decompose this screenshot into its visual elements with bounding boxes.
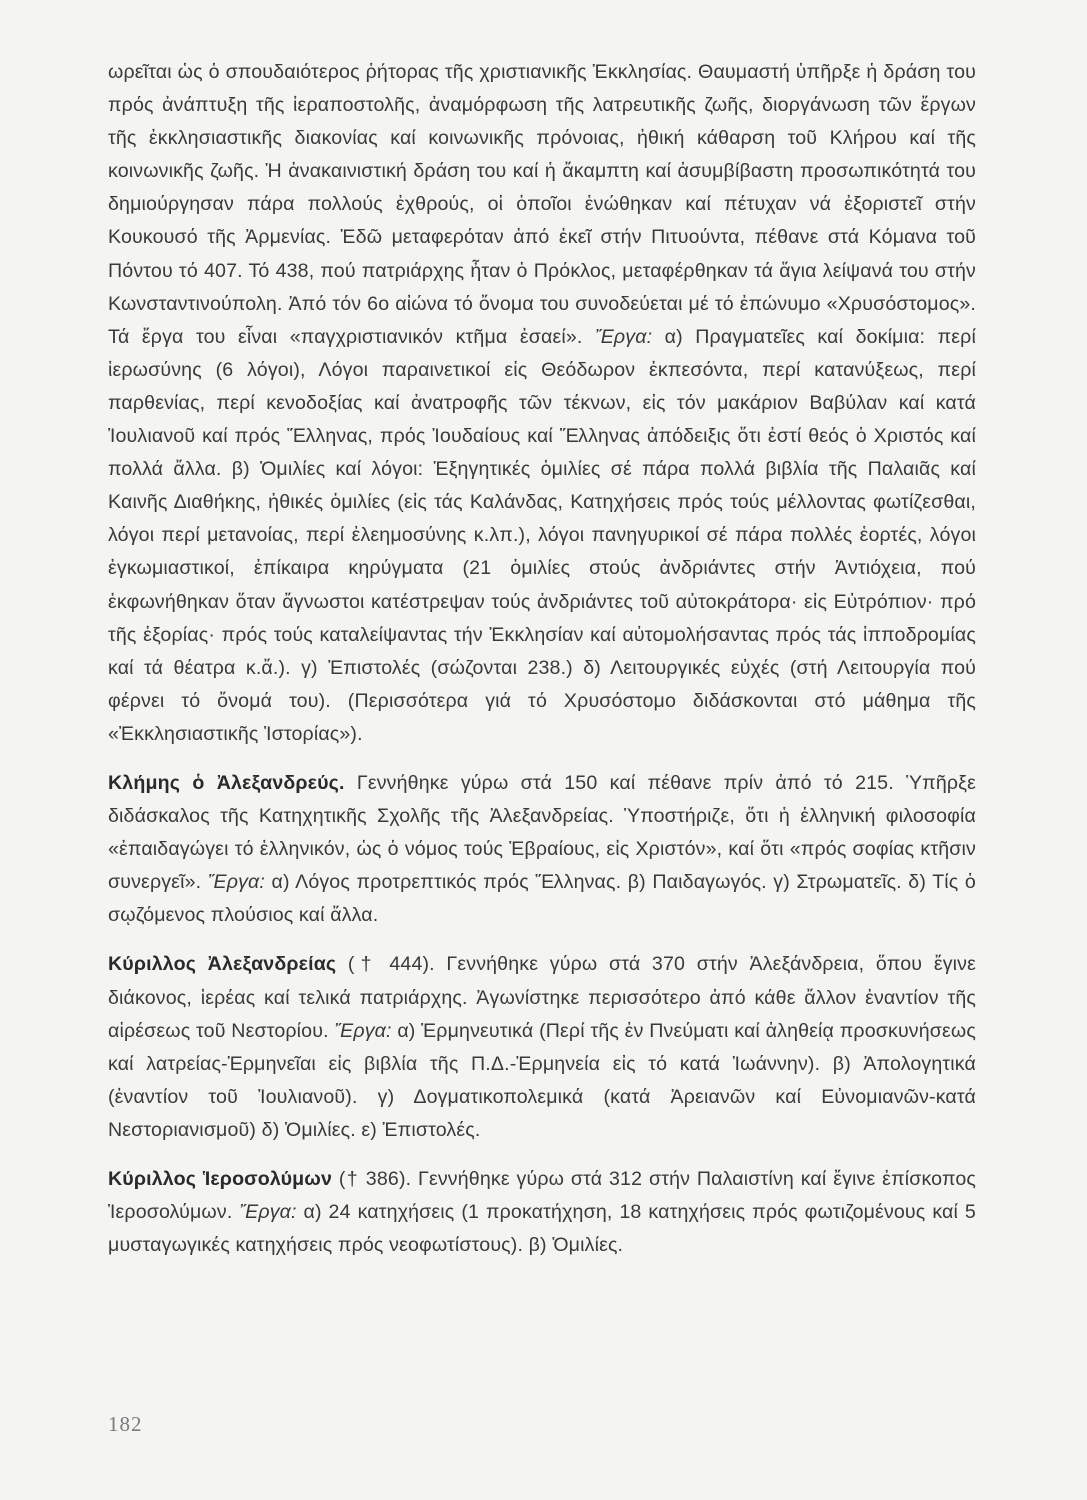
entry-heading: Κύριλλος Ἱεροσολύμων [108, 1168, 333, 1190]
entry-works-text: α) 24 κατηχήσεις (1 προκατήχηση, 18 κατηχήσεις πρός φωτιζομένους καί 5 μυσταγωγικές κατηχήσεις πρός νεοφωτίστους). β) Ὁμιλίες. [108, 1201, 976, 1257]
entry-text: († 386). Γεννήθηκε γύρω στά 312 στήν Παλαιστίνη καί ἔγινε ἐπίσκοπος Ἱεροσολύμων. [108, 1168, 976, 1224]
page-number: 182 [108, 1412, 143, 1436]
works-label: Ἔργα: [207, 871, 265, 894]
entry-heading: Κλήμης ὁ Ἀλεξανδρεύς. [108, 771, 345, 794]
entry-clement [108, 767, 976, 932]
entry-works-text: α) Πραγματεῖες καί δοκίμια: περί ἱερωσύνης (6 λόγοι), Λόγοι παραινετικοί εἰς Θεόδωρον ἐκπεσόντα, περί κατανύξεως, περί παρθενίας, περί κενοδοξίας καί ἀνατροφῆς τῶν τέκνων, εἰς τόν μακάριον Βαβύλαν καί κατά Ἰουλιανοῦ καί πρός Ἕλληνας, πρός Ἰουδαίους καί Ἕλληνας ἀπόδειξις ὅτι ἐστί θεός ὁ Χριστός καί πολλά ἄλλα. β) Ὁμιλίες καί λόγοι: Ἐξηγητικές ὁμιλίες σέ πάρα πολλά βιβλία τῆς Παλαιᾶς καί Καινῆς Διαθήκης, ἠθικές ὁμιλίες (εἰς τάς Καλάνδας, Κατηχήσεις πρός τούς μέλλοντας φωτίζεσθαι, λόγοι περί μετανοίας, περί ἐλεημοσύνης κ.λπ.), λόγοι πανηγυρικοί σέ πάρα πολλές ἑορτές, λόγοι ἐγκωμιαστικοί, ἐπίκαιρα κηρύγματα (21 ὁμιλίες στούς ἀνδριάντες στήν Ἀντιόχεια, πού ἐκφωνήθηκαν ὅταν ἄγνωστοι κατέστρεψαν τούς ἀνδριάντες τοῦ αὐτοκράτορα· εἰς Εὐτρόπιον· πρό τῆς ἐξορίας· πρός τούς καταλείψαντας τήν Ἐκκλησίαν καί αὐτομολήσαντας πρός τάς ἱπποδρομίας καί τά θέατρα κ.ἄ.). γ) Ἐπιστολές (σώζονται 238.) δ) Λειτουργικές εὐχές (στή Λειτουργία πού φέρνει τό ὄνομά του). (Περισσότερα γιά τό Χρυσόστομο διδάσκονται στό μάθημα τῆς «Ἐκκλησιαστικῆς Ἱστορίας»). [108, 325, 976, 745]
works-label: Ἔργα: [239, 1201, 297, 1224]
entry-works-text: α) Ἑρμηνευτικά (Περί τῆς ἐν Πνεύματι καί ἀληθείᾳ προσκυνήσεως καί λατρείας-Ἑρμηνεῖαι εἰς βιβλία τῆς Π.Δ.-Ἑρμηνεία εἰς τό κατά Ἰωάννην). β) Ἀπολογητικά (ἐναντίον τοῦ Ἰουλιανοῦ). γ) Δογματικοπολεμικά (κατά Ἀρειανῶν καί Εὐνομιανῶν-κατά Νεστοριανισμοῦ) δ) Ὁμιλίες. ε) Ἐπιστολές. [108, 1019, 976, 1141]
entry-cyril-jerusalem [108, 1163, 976, 1262]
page-text [108, 56, 976, 1262]
entry-heading: Κύριλλος Ἀλεξανδρείας [108, 953, 337, 976]
entry-chrysostom-continued [108, 56, 976, 751]
entry-text: († 444). Γεννήθηκε γύρω στά 370 στήν Ἀλεξάνδρεια, ὅπου ἔγινε διάκονος, ἱερέας καί τελικά πατριάρχης. Ἀγωνίστηκε περισσότερο ἀπό κάθε ἄλλον ἐναντίον τῆς αἱρέσεως τοῦ Νεστορίου. [108, 953, 976, 1042]
entry-text: ωρεῖται ὡς ὁ σπουδαιότερος ῥήτορας τῆς χριστιανικῆς Ἐκκλησίας. Θαυμαστή ὑπῆρξε ἡ δράση του πρός ἀνάπτυξη τῆς ἱεραποστολῆς, ἀναμόρφωση τῆς λατρευτικῆς ζωῆς, διοργάνωση τῶν ἔργων τῆς ἐκκλησιαστικῆς διακονίας καί κοινωνικῆς πρόνοιας, ἠθική κάθαρση τοῦ Κλήρου καί τῆς κοινωνικῆς ζωῆς. Ἡ ἀνακαινιστική δράση του καί ἡ ἄκαμπτη καί ἀσυμβίβαστη προσωπικότητά του δημιούργησαν πάρα πολλούς ἐχθρούς, οἱ ὁποῖοι ἑνώθηκαν καί πέτυχαν νά ἐξοριστεῖ στήν Κουκουσό τῆς Ἀρμενίας. Ἐδῶ μεταφερόταν ἀπό ἐκεῖ στήν Πιτυούντα, πέθανε στά Κόμανα τοῦ Πόντου τό 407. Τό 438, πού πατριάρχης ἦταν ὁ Πρόκλος, μεταφέρθηκαν τά ἅγια λείψανά του στήν Κωνσταντινούπολη. Ἀπό τόν 6ο αἰώνα τό ὄνομα του συνοδεύεται μέ τό ἐπώνυμο «Χρυσόστομος». Τά ἔργα του εἶναι «παγχριστιανικόν κτῆμα ἐσαεί». [108, 61, 976, 348]
entry-works-text: α) Λόγος προτρεπτικός πρός Ἕλληνας. β) Παιδαγωγός. γ) Στρωματεῖς. δ) Τίς ὁ σῳζόμενος πλούσιος καί ἄλλα. [108, 871, 976, 927]
entry-cyril-alexandria [108, 948, 976, 1147]
entry-text: Γεννήθηκε γύρω στά 150 καί πέθανε πρίν ἀπό τό 215. Ὑπῆρξε διδάσκαλος τῆς Κατηχητικῆς Σχολῆς τῆς Ἀλεξανδρείας. Ὑποστήριζε, ὅτι ἡ ἑλληνική φιλοσοφία «ἐπαιδαγώγει τό ἑλληνικόν, ὡς ὁ νόμος τούς Ἑβραίους, εἰς Χριστόν», καί ὅτι «πρός σοφίας κτῆσιν συνεργεῖ». [108, 771, 976, 894]
works-label: Ἔργα: [594, 325, 653, 348]
works-label: Ἔργα: [334, 1019, 392, 1042]
